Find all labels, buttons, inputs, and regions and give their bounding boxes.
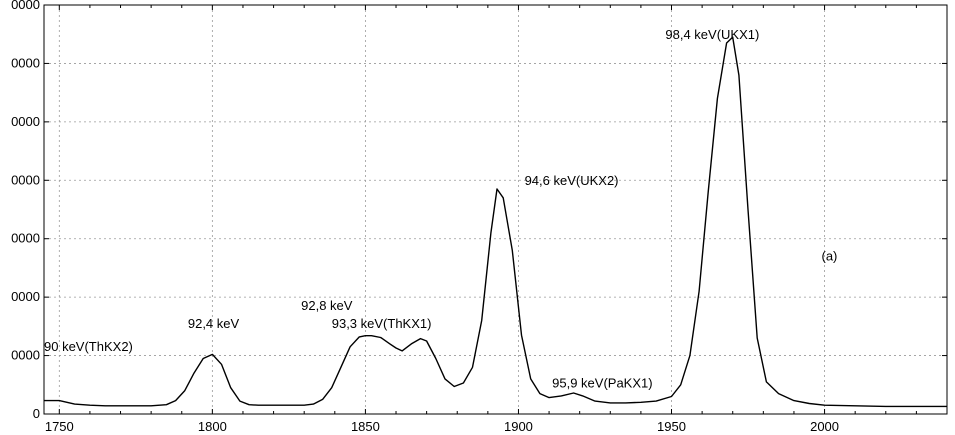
x-tick-label: 1850 [350,419,380,434]
peak-annotation: 90 keV(ThKX2) [44,338,133,354]
y-tick-label: 0 [32,406,40,421]
y-tick-label: 0000 [11,230,40,246]
peak-annotation: (a) [821,248,838,264]
x-tick-label: 1800 [197,419,227,434]
plot-frame [44,5,947,414]
peak-annotation: 92,4 keV [187,316,240,332]
y-tick-label: 0000 [11,172,40,188]
peak-annotation: 93,3 keV(ThKX1) [331,316,432,332]
peak-annotation: 98,4 keV(UKX1) [665,26,760,42]
x-tick-label: 1950 [657,419,686,434]
y-tick-label: 0000 [11,347,40,363]
y-tick-label: 0000 [11,55,40,71]
peak-annotation: 92,8 keV [301,297,353,313]
x-tick-label: 2000 [810,419,840,434]
x-tick-label: 1900 [503,419,533,434]
peak-annotation: 94,6 keV(UKX2) [524,172,619,188]
y-tick-label: 0000 [11,113,40,129]
spectrum-line [44,37,947,406]
y-tick-label: 0000 [11,0,40,12]
x-tick-label: 1750 [44,419,74,434]
y-tick-label: 0000 [11,289,40,305]
peak-annotation: 95,9 keV(PaKX1) [552,375,653,391]
